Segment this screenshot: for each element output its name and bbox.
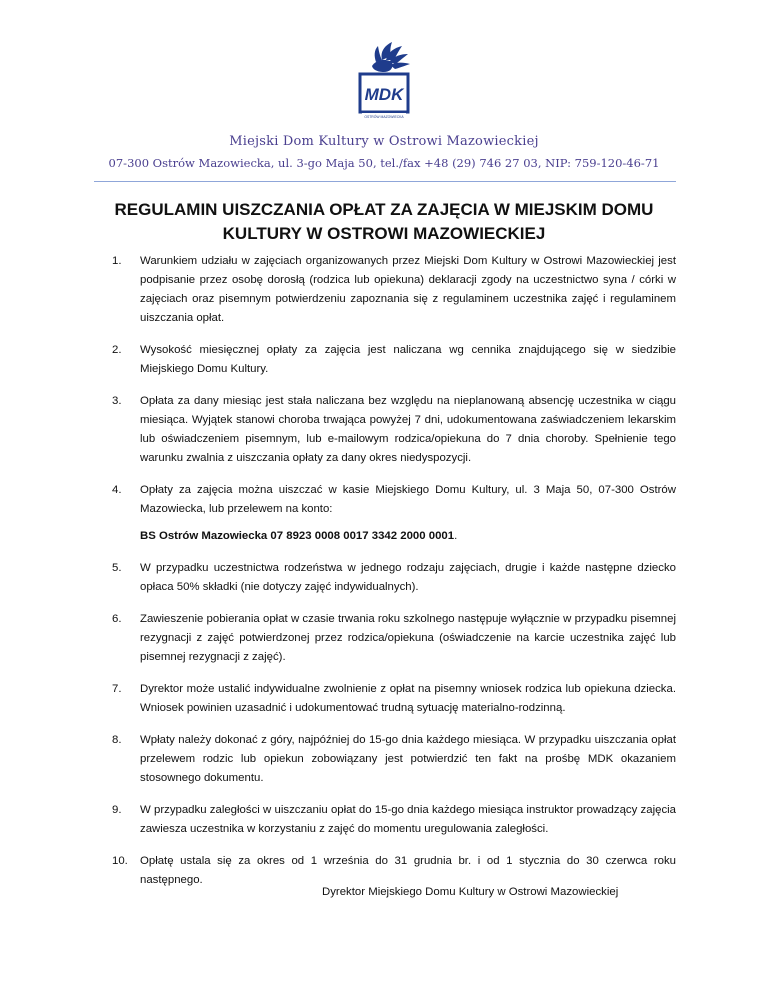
- list-item: [112, 392, 676, 468]
- list-item: [112, 252, 676, 328]
- document-title: [96, 198, 672, 246]
- bank-account-number: BS Ostrów Mazowiecka 07 8923 0008 0017 3342 2000 0001: [140, 530, 455, 542]
- title-line-2: KULTURY W OSTROWI MAZOWIECKIEJ: [222, 224, 546, 243]
- item-number: 4.: [112, 484, 122, 496]
- item-number: 1.: [112, 255, 122, 267]
- list-item: [112, 559, 676, 597]
- item-text: W przypadku zaległości w uiszczaniu opłat do 15-go dnia każdego miesiąca instruktor prowadzący zajęcia zawiesza uczestnika w korzystaniu z zajęć do momentu uregulowania zaległości.: [140, 804, 676, 835]
- item-number: 9.: [112, 804, 122, 816]
- item-text: Opłata za dany miesiąc jest stała naliczana bez względu na nieplanowaną absencję uczestnika w ciągu miesiąca. Wyjątek stanowi choroba trwająca powyżej 7 dni, udokumentowana zaświadczeniem lekarskim lub oświadczeniem pisemnym, lub e-mailowym rodzica/opiekuna do 7 dnia choroby. Spełnienie tego warunku zwalnia z uiszczania opłaty za dany okres niedyspozycji.: [140, 395, 676, 464]
- header-divider: [94, 181, 676, 182]
- item-number: 5.: [112, 562, 122, 574]
- list-item: [112, 341, 676, 379]
- item-number: 10.: [112, 855, 128, 867]
- list-item: [112, 852, 676, 890]
- item-text: Dyrektor może ustalić indywidualne zwolnienie z opłat na pisemny wniosek rodzica lub opiekuna dziecka. Wniosek powinien uzasadnić i udokumentować trudną sytuację materialno-rodzinną.: [140, 683, 676, 714]
- item-text: Warunkiem udziału w zajęciach organizowanych przez Miejski Dom Kultury w Ostrowi Mazowieckiej jest podpisanie przez osobę dorosłą (rodzica lub opiekuna) deklaracji zgody na uczestnictwo syna / córki w zajęciach oraz pisemnym potwierdzeniu zapoznania się z regulaminem uczestnika zajęć i regulaminem uiszczania opłat.: [140, 255, 676, 324]
- item-text: Opłaty za zajęcia można uiszczać w kasie Miejskiego Domu Kultury, ul. 3 Maja 50, 07-300 Ostrów Mazowiecka, lub przelewem na konto:: [140, 484, 676, 515]
- item-text: Zawieszenie pobierania opłat w czasie trwania roku szkolnego następuje wyłącznie w przypadku pisemnej rezygnacji z zajęć potwierdzonej przez rodzica/opiekuna (oświadczenie na karcie uczestnika zajęć lub pisemnej rezygnacji z zajęć).: [140, 613, 676, 663]
- logo-subtext: OSTRÓW MAZOWIECKA: [364, 115, 404, 119]
- item-text: Wpłaty należy dokonać z góry, najpóźniej do 15-go dnia każdego miesiąca. W przypadku uiszczania opłat przelewem rodzic lub opiekun zobowiązany jest potwierdzić ten fakt na prośbę MDK okazaniem stosownego dokumentu.: [140, 734, 676, 784]
- organization-name: Miejski Dom Kultury w Ostrowi Mazowieckiej: [229, 134, 539, 149]
- list-item: [112, 680, 676, 718]
- item-number: 7.: [112, 683, 122, 695]
- regulation-list: [112, 252, 676, 903]
- title-line-1: REGULAMIN UISZCZANIA OPŁAT ZA ZAJĘCIA W MIEJSKIM DOMU: [114, 200, 654, 219]
- item-number: 8.: [112, 734, 122, 746]
- item-text: W przypadku uczestnictwa rodzeństwa w jednego rodzaju zajęciach, drugie i każde następne dziecko opłaca 50% składki (nie dotyczy zajęć indywidualnych).: [140, 562, 676, 593]
- item-text: Wysokość miesięcznej opłaty za zajęcia jest naliczana wg cennika znajdującego się w siedzibie Miejskiego Domu Kultury.: [140, 344, 676, 375]
- item-text: Opłatę ustala się za okres od 1 września do 31 grudnia br. i od 1 stycznia do 30 czerwca roku następnego.: [140, 855, 676, 886]
- logo-text: MDK: [364, 85, 404, 104]
- mdk-logo: [356, 40, 412, 120]
- organization-address: 07-300 Ostrów Mazowiecka, ul. 3-go Maja 50, tel./fax +48 (29) 746 27 03, NIP: 759-120-46-71: [108, 156, 660, 170]
- director-signature-line: Dyrektor Miejskiego Domu Kultury w Ostrowi Mazowieckiej: [322, 886, 619, 898]
- bank-account-dot: .: [454, 530, 458, 542]
- item-number: 2.: [112, 344, 122, 356]
- list-item: [112, 801, 676, 839]
- list-item: [112, 731, 676, 788]
- list-item: [112, 481, 676, 519]
- list-item: [112, 610, 676, 667]
- item-number: 6.: [112, 613, 122, 625]
- item-number: 3.: [112, 395, 122, 407]
- bank-account: [112, 527, 676, 546]
